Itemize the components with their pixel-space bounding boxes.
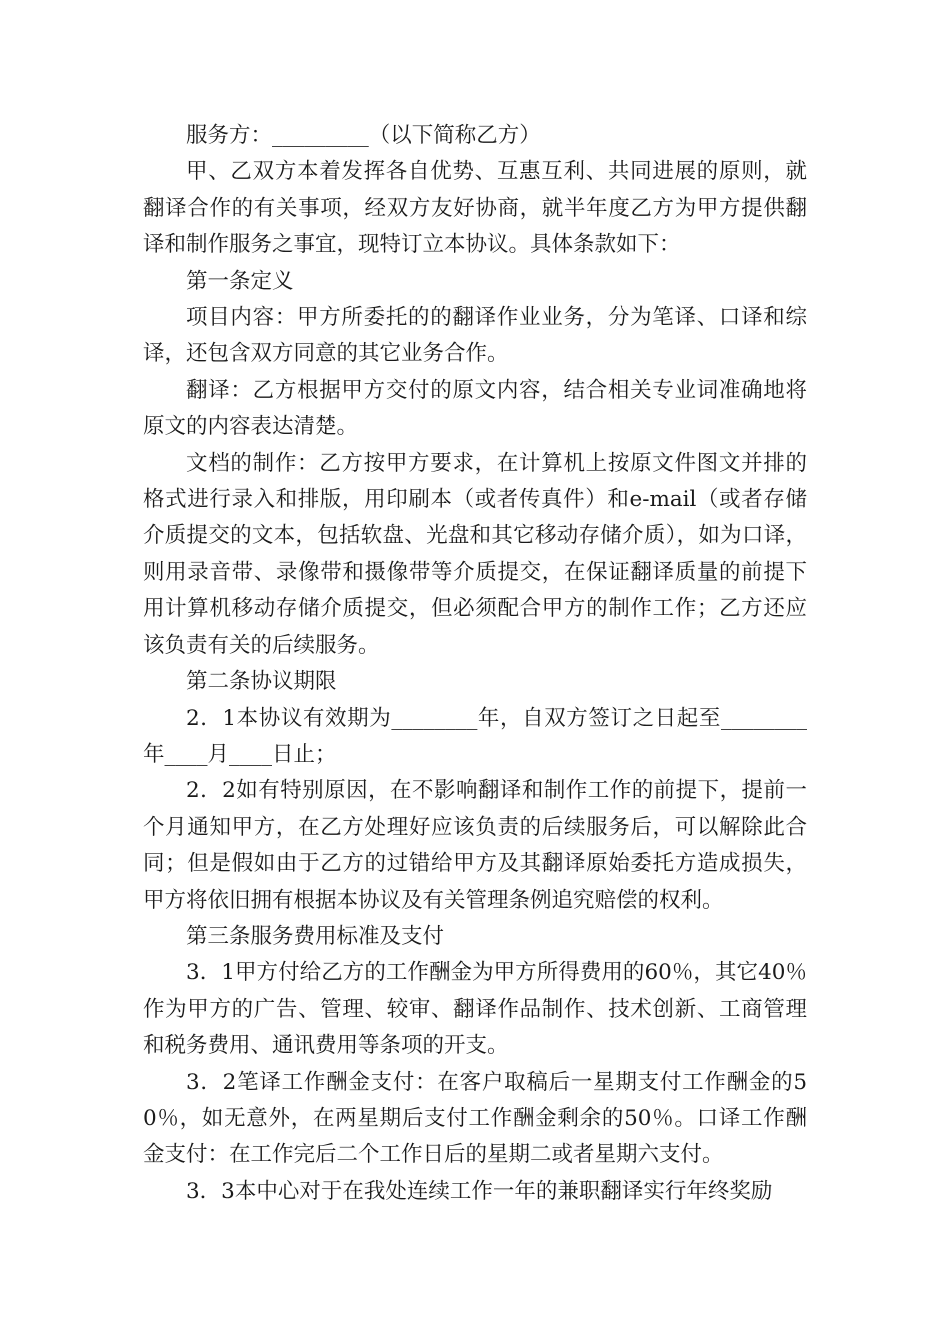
definition-project-content: 项目内容：甲方所委托的的翻译作业业务，分为笔译、口译和综译，还包含双方同意的其它业务合作。 [143, 305, 807, 367]
document-body [143, 118, 807, 1210]
article-1-heading: 第一条定义 [186, 268, 294, 294]
clause-3-1: 3．1甲方付给乙方的工作酬金为甲方所得费用的60％，其它40％作为甲方的广告、管理、较审、翻译作品制作、技术创新、工商管理和税务费用、通讯费用等条项的开支。 [143, 960, 807, 1059]
article-2-heading: 第二条协议期限 [186, 669, 337, 695]
definition-document-production: 文档的制作：乙方按甲方要求，在计算机上按原文件图文并排的格式进行录入和排版，用印刷本（或者传真件）和e-mail（或者存储介质提交的文本，包括软盘、光盘和其它移动存储介质），如为口译，则用录音带、录像带和摄像带等介质提交，在保证翻译质量的前提下用计算机移动存储介质提交，但必须配合甲方的制作工作；乙方还应该负责有关的后续服务。 [143, 450, 807, 658]
clause-3-2: 3．2笔译工作酬金支付：在客户取稿后一星期支付工作酬金的50％，如无意外，在两星期后支付工作酬金剩余的50％。口译工作酬金支付：在工作完后二个工作日后的星期二或者星期六支付。 [143, 1069, 807, 1168]
clause-2-2: 2．2如有特别原因，在不影响翻译和制作工作的前提下，提前一个月通知甲方，在乙方处理好应该负责的后续服务后，可以解除此合同；但是假如由于乙方的过错给甲方及其翻译原始委托方造成损失，甲方将依旧拥有根据本协议及有关管理条例追究赔偿的权利。 [143, 778, 807, 913]
article-3-heading: 第三条服务费用标准及支付 [186, 923, 445, 949]
clause-2-1: 2．1本协议有效期为________年，自双方签订之日起至________年____月____日止； [143, 705, 807, 767]
service-party-line: 服务方：_________（以下简称乙方） [186, 123, 541, 148]
definition-translation: 翻译：乙方根据甲方交付的原文内容，结合相关专业词准确地将原文的内容表达清楚。 [143, 377, 807, 440]
clause-3-3: 3．3本中心对于在我处连续工作一年的兼职翻译实行年终奖励 [186, 1178, 773, 1204]
preamble-paragraph: 甲、乙双方本着发挥各自优势、互惠互利、共同进展的原则，就翻译合作的有关事项，经双方友好协商，就半年度乙方为甲方提供翻译和制作服务之事宜，现特订立本协议。具体条款如下： [143, 159, 807, 258]
